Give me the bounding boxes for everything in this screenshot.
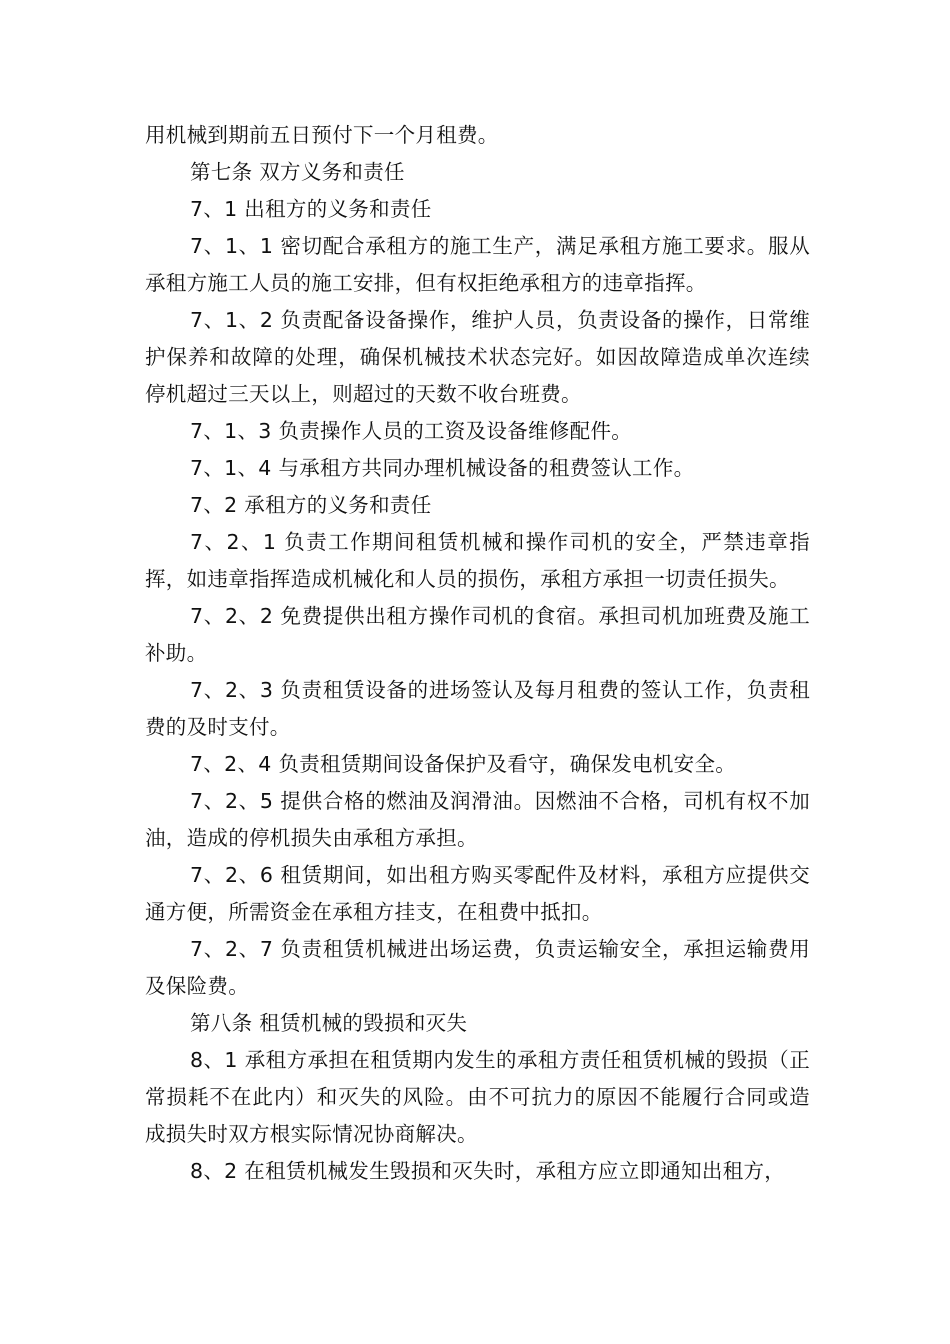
clause-7-2-5: 7、2、5 提供合格的燃油及润滑油。因燃油不合格，司机有权不加油，造成的停机损失由承租方承担。	[145, 789, 810, 850]
clause-7-2-4: 7、2、4 负责租赁期间设备保护及看守，确保发电机安全。	[190, 752, 737, 776]
clause-7-2-2: 7、2、2 免费提供出租方操作司机的食宿。承担司机加班费及施工补助。	[145, 604, 810, 665]
subheading-7-1: 7、1 出租方的义务和责任	[190, 197, 432, 221]
clause-7-2-3: 7、2、3 负责租赁设备的进场签认及每月租费的签认工作，负责租费的及时支付。	[145, 678, 810, 739]
paragraph-prepayment-continuation: 用机械到期前五日预付下一个月租费。	[145, 123, 499, 147]
subheading-7-2: 7、2 承租方的义务和责任	[190, 493, 432, 517]
clause-7-1-2: 7、1、2 负责配备设备操作，维护人员，负责设备的操作，日常维护保养和故障的处理，确保机械技术状态完好。如因故障造成单次连续停机超过三天以上，则超过的天数不收台班费。	[145, 308, 810, 406]
clause-7-2-6: 7、2、6 租赁期间，如出租方购买零配件及材料，承租方应提供交通方便，所需资金在承租方挂支，在租费中抵扣。	[145, 863, 810, 924]
clause-8-1: 8、1 承租方承担在租赁期内发生的承租方责任租赁机械的毁损（正常损耗不在此内）和灭失的风险。由不可抗力的原因不能履行合同或造成损失时双方根实际情况协商解决。	[145, 1048, 810, 1146]
clause-7-2-1: 7、2、1 负责工作期间租赁机械和操作司机的安全，严禁违章指挥，如违章指挥造成机械化和人员的损伤，承租方承担一切责任损失。	[145, 530, 810, 591]
clause-8-2: 8、2 在租赁机械发生毁损和灭失时，承租方应立即通知出租方，	[190, 1159, 786, 1183]
clause-7-1-3: 7、1、3 负责操作人员的工资及设备维修配件。	[190, 419, 633, 443]
clause-7-2-7: 7、2、7 负责租赁机械进出场运费，负责运输安全，承担运输费用及保险费。	[145, 937, 810, 998]
clause-7-1-4: 7、1、4 与承租方共同办理机械设备的租费签认工作。	[190, 456, 695, 480]
heading-article-8: 第八条 租赁机械的毁损和灭失	[190, 1011, 468, 1035]
heading-article-7: 第七条 双方义务和责任	[190, 160, 405, 184]
clause-7-1-1: 7、1、1 密切配合承租方的施工生产，满足承租方施工要求。服从承租方施工人员的施工安排，但有权拒绝承租方的违章指挥。	[145, 234, 810, 295]
document-body	[145, 117, 810, 1190]
